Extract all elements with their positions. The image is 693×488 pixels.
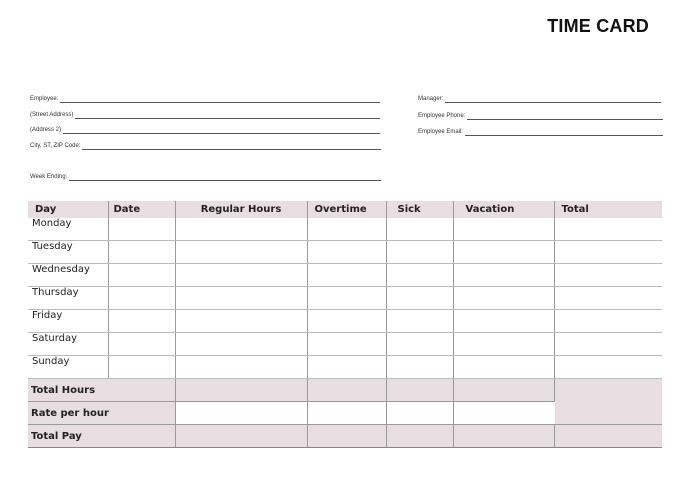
table-row [28,356,662,379]
total-cell[interactable] [554,333,662,356]
table-row [28,264,662,287]
date-cell[interactable] [108,333,175,356]
sick-cell[interactable] [386,287,453,310]
employee-field[interactable] [30,93,380,103]
timecard-table [28,201,662,448]
vacation-cell[interactable] [453,333,554,356]
regular-hours-cell[interactable] [175,218,307,241]
overtime-cell[interactable] [307,241,386,264]
week-ending-field[interactable] [30,171,381,181]
sick-cell[interactable] [386,356,453,379]
grand-total-hours-cell[interactable] [554,379,662,425]
day-cell: Saturday [28,333,108,356]
rate-regular-cell[interactable] [175,402,307,425]
overtime-cell[interactable] [307,333,386,356]
rate-sick-cell[interactable] [386,402,453,425]
regular-hours-cell[interactable] [175,310,307,333]
manager-field[interactable] [418,93,661,103]
total-regular-hours-cell[interactable] [175,379,307,402]
manager-label: Manager: [418,96,444,102]
table-row [28,241,662,264]
total-cell[interactable] [554,264,662,287]
table-row [28,287,662,310]
date-cell[interactable] [108,218,175,241]
overtime-cell[interactable] [307,218,386,241]
vacation-cell[interactable] [453,241,554,264]
employee-email-label: Employee Email: [418,129,464,135]
header-date: Date [108,201,175,218]
manager-line[interactable] [445,95,661,103]
rate-vacation-cell[interactable] [453,402,554,425]
vacation-cell[interactable] [453,218,554,241]
employee-phone-field[interactable] [418,110,663,120]
total-overtime-cell[interactable] [307,379,386,402]
header-overtime: Overtime [307,201,386,218]
employee-email-line[interactable] [465,128,663,136]
day-cell: Friday [28,310,108,333]
regular-hours-cell[interactable] [175,333,307,356]
total-cell[interactable] [554,218,662,241]
table-row [28,333,662,356]
sick-cell[interactable] [386,241,453,264]
total-sick-cell[interactable] [386,379,453,402]
city-state-zip-field[interactable] [30,140,381,150]
overtime-cell[interactable] [307,356,386,379]
overtime-cell[interactable] [307,287,386,310]
week-ending-label: Week Ending: [30,174,68,180]
total-pay-row [28,425,662,448]
total-cell[interactable] [554,356,662,379]
total-cell[interactable] [554,241,662,264]
overtime-cell[interactable] [307,264,386,287]
page-title: TIME CARD [547,16,649,36]
employee-email-field[interactable] [418,126,663,136]
sick-cell[interactable] [386,310,453,333]
header-vacation: Vacation [453,201,554,218]
city-state-zip-line[interactable] [82,142,381,150]
rate-per-hour-label: Rate per hour [28,402,175,425]
vacation-cell[interactable] [453,356,554,379]
header-sick: Sick [386,201,453,218]
day-cell: Monday [28,218,108,241]
date-cell[interactable] [108,356,175,379]
employee-label: Employee: [30,96,59,102]
header-total: Total [554,201,662,218]
date-cell[interactable] [108,264,175,287]
pay-overtime-cell[interactable] [307,425,386,448]
pay-sick-cell[interactable] [386,425,453,448]
day-cell: Tuesday [28,241,108,264]
street-address-line[interactable] [75,111,380,119]
rate-overtime-cell[interactable] [307,402,386,425]
day-cell: Thursday [28,287,108,310]
sick-cell[interactable] [386,333,453,356]
sick-cell[interactable] [386,264,453,287]
employee-line[interactable] [60,95,380,103]
employee-phone-label: Employee Phone: [418,113,466,119]
regular-hours-cell[interactable] [175,264,307,287]
day-cell: Sunday [28,356,108,379]
address2-label: (Address 2) [30,127,62,133]
week-ending-line[interactable] [69,173,381,181]
total-hours-row [28,379,662,402]
pay-regular-cell[interactable] [175,425,307,448]
vacation-cell[interactable] [453,310,554,333]
vacation-cell[interactable] [453,264,554,287]
date-cell[interactable] [108,310,175,333]
street-address-label: (Street Address) [30,112,74,118]
sick-cell[interactable] [386,218,453,241]
day-cell: Wednesday [28,264,108,287]
table-row [28,310,662,333]
address2-field[interactable] [30,124,380,134]
regular-hours-cell[interactable] [175,356,307,379]
date-cell[interactable] [108,241,175,264]
employee-phone-line[interactable] [467,112,663,120]
total-cell[interactable] [554,287,662,310]
total-pay-label: Total Pay [28,425,175,448]
header-day: Day [28,201,108,218]
table-header-row [28,201,662,218]
vacation-cell[interactable] [453,287,554,310]
total-cell[interactable] [554,310,662,333]
total-hours-label: Total Hours [28,379,175,402]
header-regular-hours: Regular Hours [175,201,307,218]
pay-vacation-cell[interactable] [453,425,554,448]
date-cell[interactable] [108,287,175,310]
pay-total-cell[interactable] [554,425,662,448]
overtime-cell[interactable] [307,310,386,333]
regular-hours-cell[interactable] [175,241,307,264]
total-vacation-cell[interactable] [453,379,554,402]
city-state-zip-label: City, ST, ZIP Code: [30,143,81,149]
address2-line[interactable] [63,126,380,134]
regular-hours-cell[interactable] [175,287,307,310]
table-row [28,218,662,241]
street-address-field[interactable] [30,109,380,119]
